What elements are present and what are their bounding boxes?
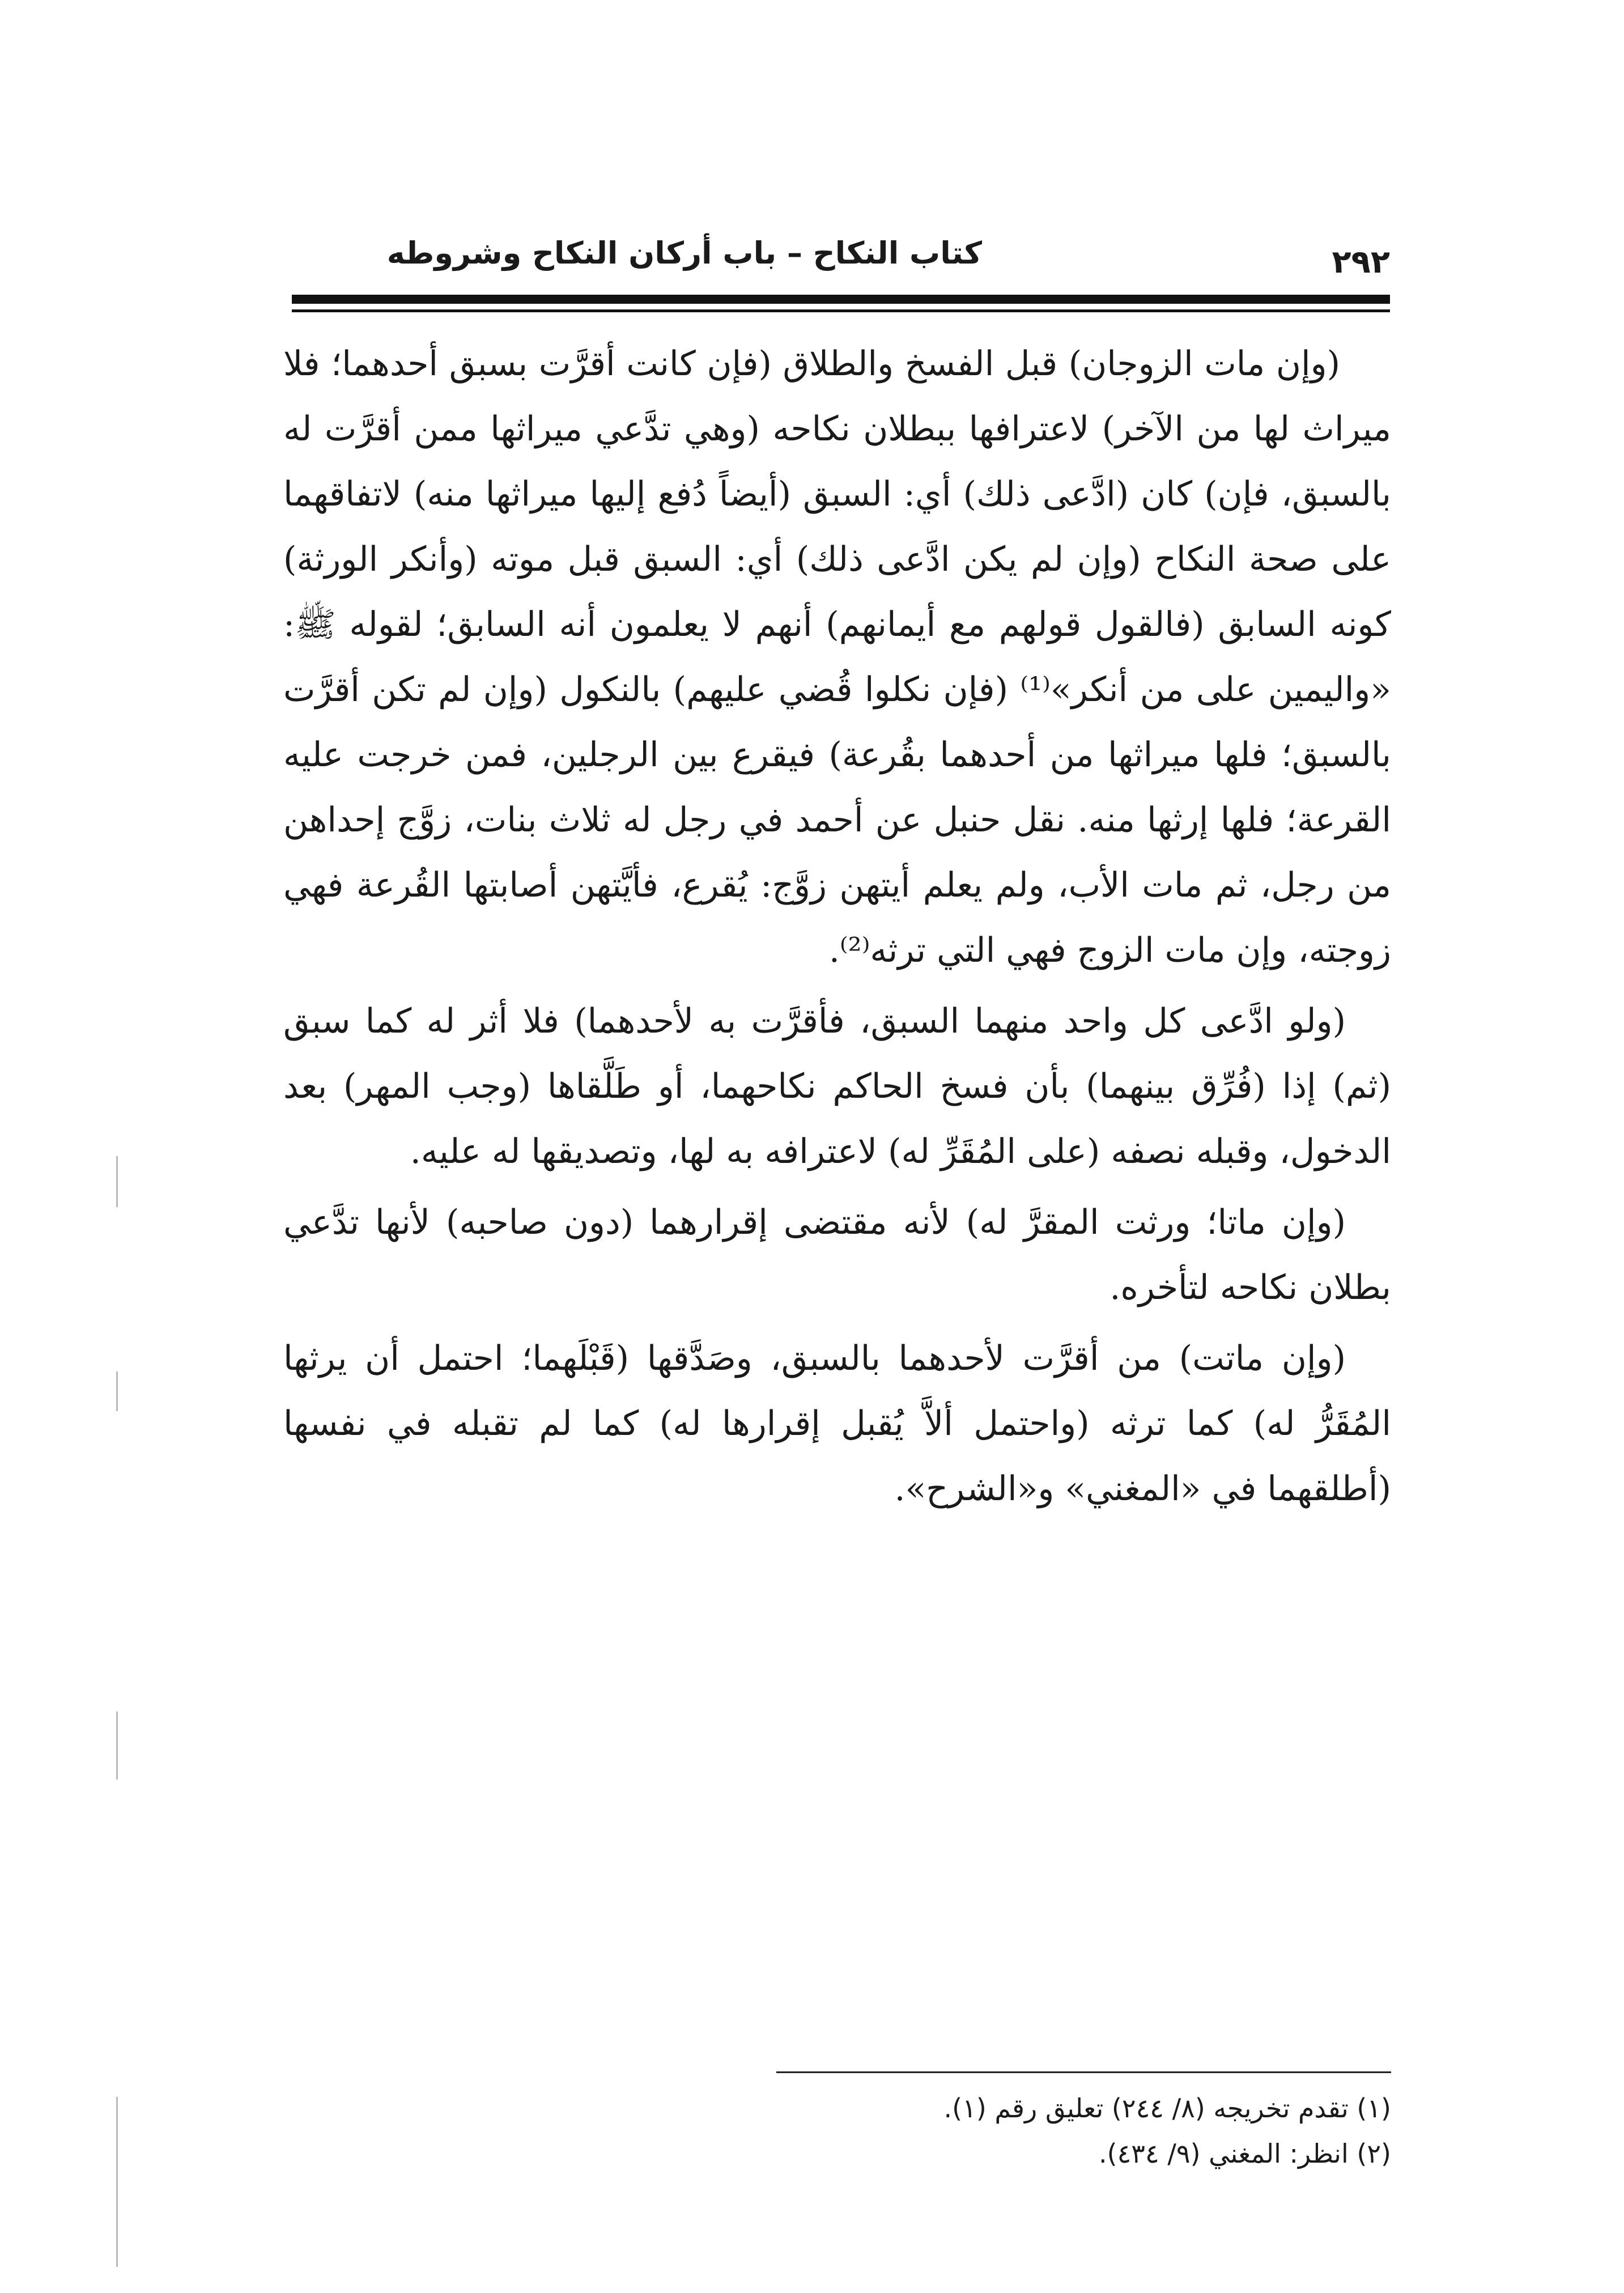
paragraph-4: (وإن ماتت) من أقرَّت لأحدهما بالسبق، وصَدَّقها (قَبْلَهما؛ احتمل أن يرثها المُقَرُّ له) كما ترثه (واحتمل ألاَّ يُقبل إقرارها له) كما لم تقبله في نفسها (أطلقهما في «المغني» و«الشرح». xyxy=(283,1339,1391,1509)
footnote-2: (٢) انظر: المغني (٩/ ٤٣٤). xyxy=(1099,2138,1391,2169)
paragraph-3: (وإن ماتا؛ ورثت المقرَّ له) لأنه مقتضى إقرارهما (دون صاحبه) لأنها تدَّعي بطلان نكاحه لتأخره. xyxy=(283,1203,1391,1307)
header-rule-thick xyxy=(292,295,1390,304)
scan-mark xyxy=(116,1156,118,1207)
scan-mark xyxy=(116,1371,118,1411)
paragraph-1: (وإن مات الزوجان) قبل الفسخ والطلاق (فإن كانت أقرَّت بسبق أحدهما؛ فلا ميراث لها من الآخر) لاعترافها ببطلان نكاحه (وهي تدَّعي ميراثها ممن أقرَّت له بالسبق، فإن) كان (ادَّعى ذلك) أي: السبق (أيضاً دُفع إليها ميراثها منه) لاتفاقهما على صحة النكاح (وإن لم يكن ادَّعى ذلك) أي: السبق قبل موته (وأنكر الورثة) كونه السابق (فالقول قولهم مع أيمانهم) أنهم لا يعلمون أنه السابق؛ لقوله ﷺ: «واليمين على من أنكر»⁽¹⁾ (فإن نكلوا قُضي عليهم) بالنكول (وإن لم تكن أقرَّت بالسبق؛ فلها ميراثها من أحدهما بقُرعة) فيقرع بين الرجلين، فمن خرجت عليه القرعة؛ فلها إرثها منه. نقل حنبل عن أحمد في رجل له ثلاث بنات، زوَّج إحداهن من رجل، ثم مات الأب، ولم يعلم أيتهن زوَّج: يُقرع، فأيَّتهن أصابتها القُرعة فهي زوجته، وإن مات الزوج فهي التي ترثه⁽²⁾. xyxy=(283,344,1391,970)
scan-mark xyxy=(116,1712,118,1780)
main-text xyxy=(283,332,1391,2003)
footnote-1: (١) تقدم تخريجه (٨/ ٢٤٤) تعليق رقم (١). xyxy=(943,2093,1391,2124)
scan-mark xyxy=(116,2097,118,2267)
running-header xyxy=(292,227,1390,295)
footnotes xyxy=(340,2086,1391,2176)
chapter-title: كتاب النكاح – باب أركان النكاح وشروطه xyxy=(386,235,982,271)
paragraph-2: (ولو ادَّعى كل واحد منهما السبق، فأقرَّت به لأحدهما) فلا أثر له كما سبق (ثم) إذا (فُرِّق بينهما) بأن فسخ الحاكم نكاحهما، أو طَلَّقاها (وجب المهر) بعد الدخول، وقبله نصفه (على المُقَرِّ له) لاعترافه به لها، وتصديقها له عليه. xyxy=(283,1001,1391,1171)
page-number: ٢٩٢ xyxy=(1332,244,1390,281)
footnote-separator xyxy=(776,2071,1391,2073)
header-rule-thin xyxy=(292,309,1390,312)
